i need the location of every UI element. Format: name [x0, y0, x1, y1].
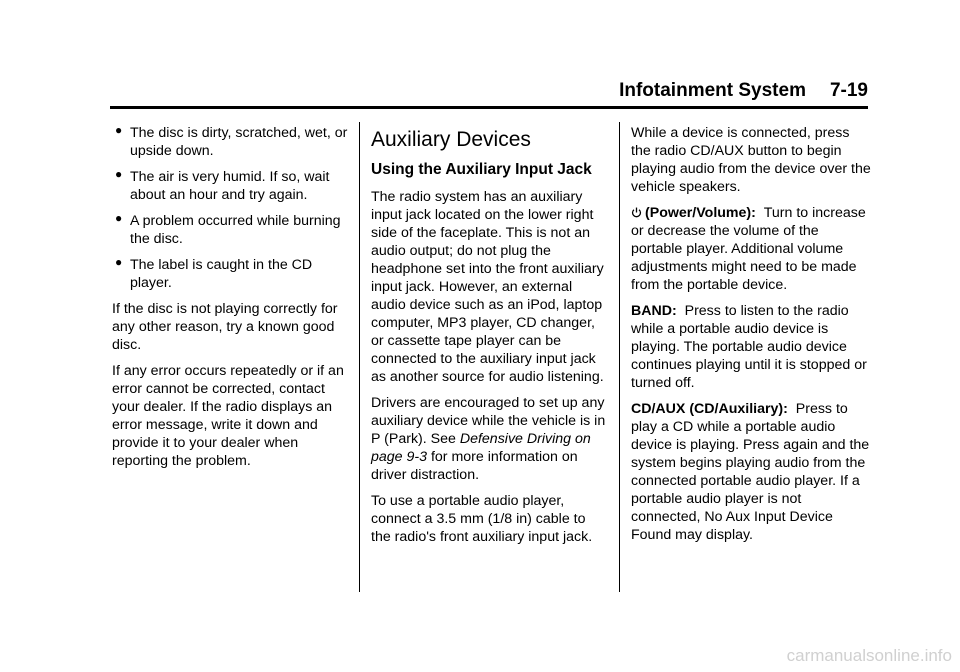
control-label: BAND:: [631, 303, 677, 319]
paragraph: The radio system has an auxiliary input jack located on the lower right side of the faceplate. This is not an audio output; do not plug the headphone set into the front auxiliary input jack. However, an external audio device such as an iPod, laptop computer, MP3 player, CD changer, or cassette tape player can be connected to the auxiliary input jack as another source for audio listening.: [371, 189, 604, 385]
bullet-icon: ●: [115, 123, 123, 137]
section-heading: Auxiliary Devices: [371, 128, 531, 151]
control-label: (Power/Volume):: [645, 205, 756, 221]
bullet-icon: ●: [115, 211, 123, 225]
bullet-item: ● The label is caught in the CD player.: [115, 255, 313, 291]
cross-reference-link[interactable]: Defensive Driving on page 9-3: [371, 431, 591, 465]
power-icon: [631, 207, 642, 218]
column-1: [112, 124, 348, 478]
column-2: [371, 124, 609, 554]
bullet-item: ● A problem occurred while burning the disc.: [115, 211, 341, 247]
paragraph: To use a portable audio player, connect a 3.5 mm (1/8 in) cable to the radio's front auxiliary input jack.: [371, 493, 593, 545]
section-title: Infotainment System: [619, 80, 806, 101]
paragraph: If the disc is not playing correctly for any other reason, try a known good disc.: [112, 301, 338, 353]
bullet-icon: ●: [115, 167, 123, 181]
paragraph: CD/AUX (CD/Auxiliary): Press to play a CD while a portable audio device is playing. Press again and the system begins playing audio from the connected portable audio player. If a portable audio player is not connected, No Aux Input Device Found may display.: [631, 401, 870, 543]
paragraph: Drivers are encouraged to set up any auxiliary device while the vehicle is in P (Park). See Defensive Driving on page 9-3 for more information on driver distraction.: [371, 395, 606, 483]
paragraph: If any error occurs repeatedly or if an error cannot be corrected, contact your dealer. If the radio displays an error message, write it down and provide it to your dealer when reporting the problem.: [112, 363, 344, 469]
paragraph: While a device is connected, press the radio CD/AUX button to begin playing audio from the device over the vehicle speakers.: [631, 125, 871, 195]
bullet-icon: ●: [115, 255, 123, 269]
header-title: [619, 80, 868, 102]
bullet-item: ● The disc is dirty, scratched, wet, or upside down.: [115, 123, 348, 159]
paragraph: BAND: Press to listen to the radio while a portable audio device is playing. The portable audio device continues playing until it is stopped or turned off.: [631, 303, 867, 391]
subsection-heading: Using the Auxiliary Input Jack: [371, 161, 592, 178]
bullet-item: ● The air is very humid. If so, wait about an hour and try again.: [115, 167, 330, 203]
paragraph: (Power/Volume): Turn to increase or decrease the volume of the portable player. Additional volume adjustments might need to be made from the portable device.: [631, 205, 866, 293]
watermark: carmanualsonline.info: [786, 646, 952, 665]
page-header: [110, 80, 868, 109]
page-number: 7-19: [829, 80, 868, 101]
column-divider-left: [359, 122, 360, 592]
column-3: [631, 124, 873, 552]
control-label: CD/AUX (CD/Auxiliary):: [631, 401, 788, 417]
column-divider-right: [619, 122, 620, 592]
